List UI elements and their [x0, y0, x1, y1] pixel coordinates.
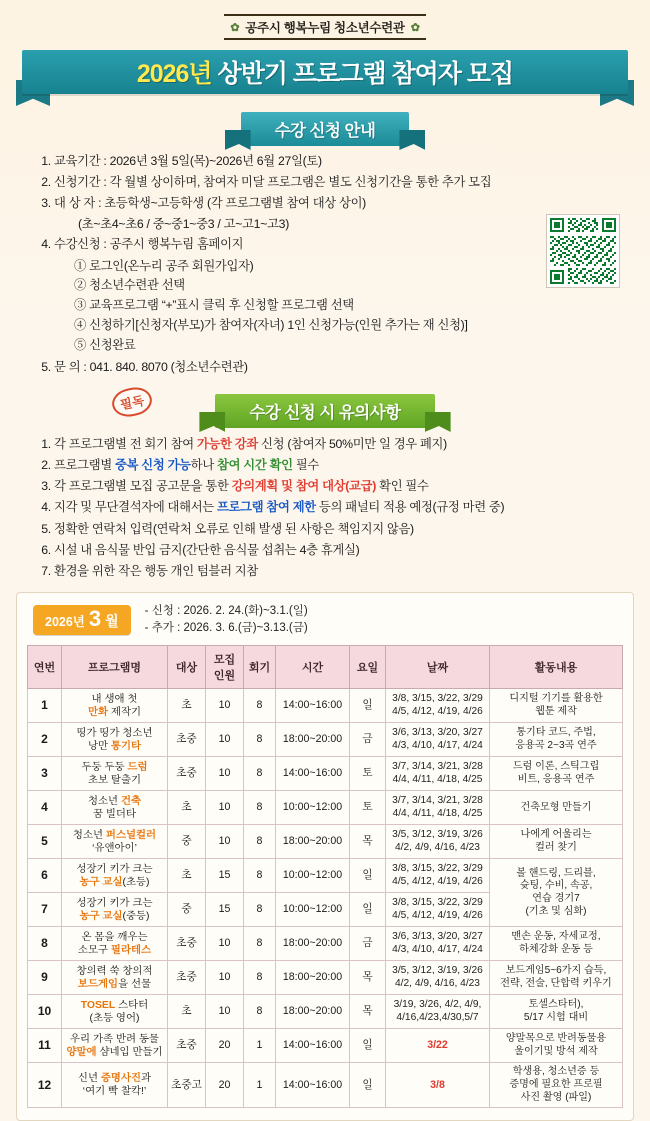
col-sessions: 회기	[244, 646, 276, 689]
notice-section-heading	[0, 394, 650, 428]
cell-day: 토	[350, 757, 386, 791]
cell-day: 일	[350, 893, 386, 927]
apply-step-1: ① 로그인(온누리 공주 회원가입자)	[74, 258, 254, 273]
cell-capacity: 10	[206, 927, 244, 961]
cell-activity: 드럼 이론, 스틱그립 비트, 응용곡 연주	[490, 757, 623, 791]
apply-item-4: 4. 수강신청 : 공주시 행복누림 홈페이지	[54, 235, 616, 255]
cell-dates: 3/6, 3/13, 3/20, 3/27 4/3, 4/10, 4/17, 4/24	[386, 927, 490, 961]
schedule-year: 2026년	[45, 615, 85, 630]
apply-step-5: ⑤ 신청완료	[74, 338, 136, 353]
organization-chip	[224, 14, 425, 40]
organization-name: 공주시 행복누림 청소년수련관	[245, 21, 405, 35]
notice-item-1: 1. 각 프로그램별 전 회기 참여 가능한 강좌 신청 (참여자 50%미만 일 경우 폐지)	[54, 434, 616, 455]
organization-bar	[0, 0, 650, 40]
cell-capacity: 10	[206, 757, 244, 791]
qr-code[interactable]	[546, 214, 620, 288]
schedule-month-suffix: 월	[105, 613, 119, 630]
cell-day: 목	[350, 961, 386, 995]
cell-dates: 3/8, 3/15, 3/22, 3/29 4/5, 4/12, 4/19, 4/26	[386, 859, 490, 893]
cell-no: 5	[28, 825, 62, 859]
table-row	[28, 859, 623, 893]
table-row	[28, 995, 623, 1029]
cell-activity: 보드게임5~6가지 습득, 전략, 전술, 단합력 키우기	[490, 961, 623, 995]
title-banner	[22, 50, 628, 96]
schedule-month: 3	[88, 606, 102, 632]
cell-capacity: 10	[206, 961, 244, 995]
must-read-badge: 필독	[110, 384, 155, 419]
cell-sessions: 8	[244, 995, 276, 1029]
col-no: 연번	[28, 646, 62, 689]
cell-program-name: 청소년 건축 꿈 빌더타	[62, 791, 168, 825]
cell-day: 일	[350, 859, 386, 893]
cell-target: 초중	[168, 1029, 206, 1063]
cell-dates: 3/7, 3/14, 3/21, 3/28 4/4, 4/11, 4/18, 4/25	[386, 791, 490, 825]
apply-step-4: ④ 신청하기[신청자(부모)가 참여자(자녀) 1인 신청가능(인원 추가는 재 신청)]	[74, 318, 468, 333]
col-target: 대상	[168, 646, 206, 689]
cell-target: 중	[168, 893, 206, 927]
apply-steps	[54, 257, 616, 357]
notice-item-6: 6. 시설 내 음식물 반입 금지(간단한 음식물 섭취는 4층 휴게실)	[54, 540, 616, 561]
ornament-right-icon: ✿	[410, 21, 420, 34]
table-row	[28, 689, 623, 723]
cell-program-name: 성장기 키가 크는 농구 교실(중등)	[62, 893, 168, 927]
cell-dates: 3/8	[386, 1063, 490, 1108]
cell-target: 중	[168, 825, 206, 859]
schedule-card	[16, 592, 634, 1121]
cell-no: 10	[28, 995, 62, 1029]
cell-target: 초	[168, 995, 206, 1029]
cell-no: 1	[28, 689, 62, 723]
cell-program-name: 내 생애 첫 만화 제작기	[62, 689, 168, 723]
col-day: 요일	[350, 646, 386, 689]
cell-capacity: 15	[206, 893, 244, 927]
cell-program-name: TOSEL 스타터 (초등 영어)	[62, 995, 168, 1029]
cell-no: 4	[28, 791, 62, 825]
cell-time: 14:00~16:00	[276, 1063, 350, 1108]
apply-list	[34, 152, 616, 378]
cell-target: 초	[168, 689, 206, 723]
cell-target: 초	[168, 791, 206, 825]
cell-capacity: 15	[206, 859, 244, 893]
cell-program-name: 성장기 키가 크는 농구 교실(초등)	[62, 859, 168, 893]
cell-target: 초	[168, 859, 206, 893]
cell-activity: 볼 핸드링, 드리블, 슛팅, 수비, 속공, 연습 경기7 (기초 및 심화)	[490, 859, 623, 927]
cell-no: 9	[28, 961, 62, 995]
cell-program-name: 두둥 두둥 드럼 초보 탈출기	[62, 757, 168, 791]
cell-activity: 디지털 기기를 활용한 웹툰 제작	[490, 689, 623, 723]
col-dates: 날짜	[386, 646, 490, 689]
cell-activity: 토셀스타터), 5/17 시험 대비	[490, 995, 623, 1029]
page-title-rest: 상반기 프로그램 참여자 모집	[211, 60, 514, 88]
schedule-date-notes	[145, 603, 308, 638]
cell-dates: 3/6, 3/13, 3/20, 3/27 4/3, 4/10, 4/17, 4/24	[386, 723, 490, 757]
col-time: 시간	[276, 646, 350, 689]
apply-item-5: 5. 문 의 : 041. 840. 8070 (청소년수련관)	[54, 358, 616, 378]
cell-capacity: 10	[206, 723, 244, 757]
cell-no: 8	[28, 927, 62, 961]
cell-dates: 3/5, 3/12, 3/19, 3/26 4/2, 4/9, 4/16, 4/23	[386, 825, 490, 859]
table-row	[28, 961, 623, 995]
cell-dates: 3/19, 3/26, 4/2, 4/9, 4/16,4/23,4/30,5/7	[386, 995, 490, 1029]
cell-capacity: 10	[206, 825, 244, 859]
cell-activity: 양말목으로 반려동물용 울이기및 방석 제작	[490, 1029, 623, 1063]
page-title	[137, 54, 513, 90]
apply-step-2: ② 청소년수련관 선택	[74, 278, 185, 293]
cell-day: 목	[350, 995, 386, 1029]
cell-capacity: 10	[206, 689, 244, 723]
cell-time: 18:00~20:00	[276, 995, 350, 1029]
table-row	[28, 825, 623, 859]
cell-day: 일	[350, 1063, 386, 1108]
col-activity: 활동내용	[490, 646, 623, 689]
cell-sessions: 1	[244, 1029, 276, 1063]
cell-dates: 3/7, 3/14, 3/21, 3/28 4/4, 4/11, 4/18, 4/25	[386, 757, 490, 791]
cell-time: 14:00~16:00	[276, 757, 350, 791]
page-title-year: 2026년	[136, 60, 212, 88]
cell-activity: 학생용, 청소년증 등 증명에 필요한 프로필 사진 촬영 (파일)	[490, 1063, 623, 1108]
table-header-row	[28, 646, 623, 689]
cell-target: 초중	[168, 961, 206, 995]
notice-section-title: 수강 신청 시 유의사항	[215, 394, 434, 428]
cell-program-name: 신년 증명사진과 ‘여기 빡 찰칵!’	[62, 1063, 168, 1108]
title-bar	[22, 50, 628, 94]
cell-no: 2	[28, 723, 62, 757]
month-badge	[33, 605, 131, 635]
table-row	[28, 927, 623, 961]
cell-program-name: 띵가 띵가 청소년 낭만 통기타	[62, 723, 168, 757]
cell-day: 일	[350, 1029, 386, 1063]
cell-target: 초중고	[168, 1063, 206, 1108]
cell-day: 목	[350, 825, 386, 859]
cell-sessions: 8	[244, 791, 276, 825]
notice-list	[34, 434, 616, 582]
cell-program-name: 창의력 쑥 창의적 보드게임을 선물	[62, 961, 168, 995]
cell-no: 11	[28, 1029, 62, 1063]
notice-item-2: 2. 프로그램별 중복 신청 가능하나 참여 시간 확인 필수	[54, 455, 616, 476]
cell-dates: 3/8, 3/15, 3/22, 3/29 4/5, 4/12, 4/19, 4/26	[386, 689, 490, 723]
apply-step-3: ③ 교육프로그램 “+”표시 클릭 후 신청할 프로그램 선택	[74, 298, 354, 313]
cell-activity: 맨손 운동, 자세교정, 하체강화 운동 등	[490, 927, 623, 961]
cell-time: 10:00~12:00	[276, 859, 350, 893]
cell-activity: 나에게 어울리는 컬러 찾기	[490, 825, 623, 859]
notice-item-4: 4. 지각 및 무단결석자에 대해서는 프로그램 참여 제한 등의 패널티 적용 예정(규정 마련 중)	[54, 497, 616, 518]
cell-dates: 3/5, 3/12, 3/19, 3/26 4/2, 4/9, 4/16, 4/23	[386, 961, 490, 995]
cell-capacity: 20	[206, 1029, 244, 1063]
table-row	[28, 723, 623, 757]
cell-dates: 3/8, 3/15, 3/22, 3/29 4/5, 4/12, 4/19, 4/26	[386, 893, 490, 927]
apply-item-2: 2. 신청기간 : 각 월별 상이하며, 참여자 미달 프로그램은 별도 신청기간을 통한 추가 모집	[54, 173, 616, 193]
cell-sessions: 8	[244, 927, 276, 961]
program-table	[27, 645, 623, 1108]
ornament-left-icon: ✿	[230, 21, 240, 34]
cell-sessions: 8	[244, 893, 276, 927]
cell-time: 18:00~20:00	[276, 927, 350, 961]
cell-target: 초중	[168, 723, 206, 757]
table-row	[28, 1063, 623, 1108]
cell-day: 금	[350, 723, 386, 757]
cell-sessions: 1	[244, 1063, 276, 1108]
table-row	[28, 757, 623, 791]
program-table-body	[28, 689, 623, 1108]
table-row	[28, 791, 623, 825]
apply-info-block	[34, 152, 616, 378]
apply-section-heading	[0, 112, 650, 146]
cell-sessions: 8	[244, 689, 276, 723]
cell-dates: 3/22	[386, 1029, 490, 1063]
apply-section-title: 수강 신청 안내	[241, 112, 410, 146]
cell-time: 18:00~20:00	[276, 961, 350, 995]
apply-target-sub: (초~초4~초6 / 중~중1~중3 / 고~고1~고3)	[78, 216, 290, 231]
cell-time: 14:00~16:00	[276, 1029, 350, 1063]
cell-day: 일	[350, 689, 386, 723]
qr-code-image	[550, 218, 616, 284]
cell-no: 3	[28, 757, 62, 791]
cell-sessions: 8	[244, 859, 276, 893]
cell-day: 토	[350, 791, 386, 825]
cell-target: 초중	[168, 927, 206, 961]
cell-capacity: 20	[206, 1063, 244, 1108]
cell-program-name: 우리 가족 반려 동물 양말에 샴네입 만들기	[62, 1029, 168, 1063]
cell-no: 6	[28, 859, 62, 893]
cell-time: 18:00~20:00	[276, 825, 350, 859]
cell-program-name: 청소년 퍼스널컬러 ‘유앤아이’	[62, 825, 168, 859]
schedule-header	[27, 601, 623, 646]
cell-activity: 건축모형 만들기	[490, 791, 623, 825]
cell-activity: 통기타 코드, 주법, 응용곡 2~3곡 연주	[490, 723, 623, 757]
cell-capacity: 10	[206, 791, 244, 825]
cell-no: 12	[28, 1063, 62, 1108]
cell-time: 10:00~12:00	[276, 893, 350, 927]
notice-item-3: 3. 각 프로그램별 모집 공고문을 통한 강의계획 및 참여 대상(교급) 확인 필수	[54, 476, 616, 497]
notice-item-7: 7. 환경을 위한 작은 행동 개인 텀블러 지참	[54, 561, 616, 582]
cell-time: 10:00~12:00	[276, 791, 350, 825]
notice-item-5: 5. 정확한 연락처 입력(연락처 오류로 인해 발생 된 사항은 책임지지 않음)	[54, 519, 616, 540]
cell-day: 금	[350, 927, 386, 961]
cell-no: 7	[28, 893, 62, 927]
cell-program-name: 온 몸을 깨우는 소모구 필라테스	[62, 927, 168, 961]
cell-target: 초중	[168, 757, 206, 791]
cell-sessions: 8	[244, 825, 276, 859]
cell-sessions: 8	[244, 961, 276, 995]
apply-item-1: 1. 교육기간 : 2026년 3월 5일(목)~2026년 6월 27일(토)	[54, 152, 616, 172]
col-capacity: 모집 인원	[206, 646, 244, 689]
cell-capacity: 10	[206, 995, 244, 1029]
cell-time: 14:00~16:00	[276, 689, 350, 723]
cell-time: 18:00~20:00	[276, 723, 350, 757]
cell-sessions: 8	[244, 757, 276, 791]
apply-item-3: 3. 대 상 자 : 초등학생~고등학생 (각 프로그램별 참여 대상 상이)	[54, 194, 616, 214]
cell-sessions: 8	[244, 723, 276, 757]
schedule-apply-line: - 신청 : 2026. 2. 24.(화)~3.1.(일)	[144, 604, 308, 617]
table-row	[28, 1029, 623, 1063]
col-program-name: 프로그램명	[62, 646, 168, 689]
schedule-extra-line: - 추가 : 2026. 3. 6.(금)~3.13.(금)	[144, 622, 308, 635]
notice-block	[34, 434, 616, 582]
